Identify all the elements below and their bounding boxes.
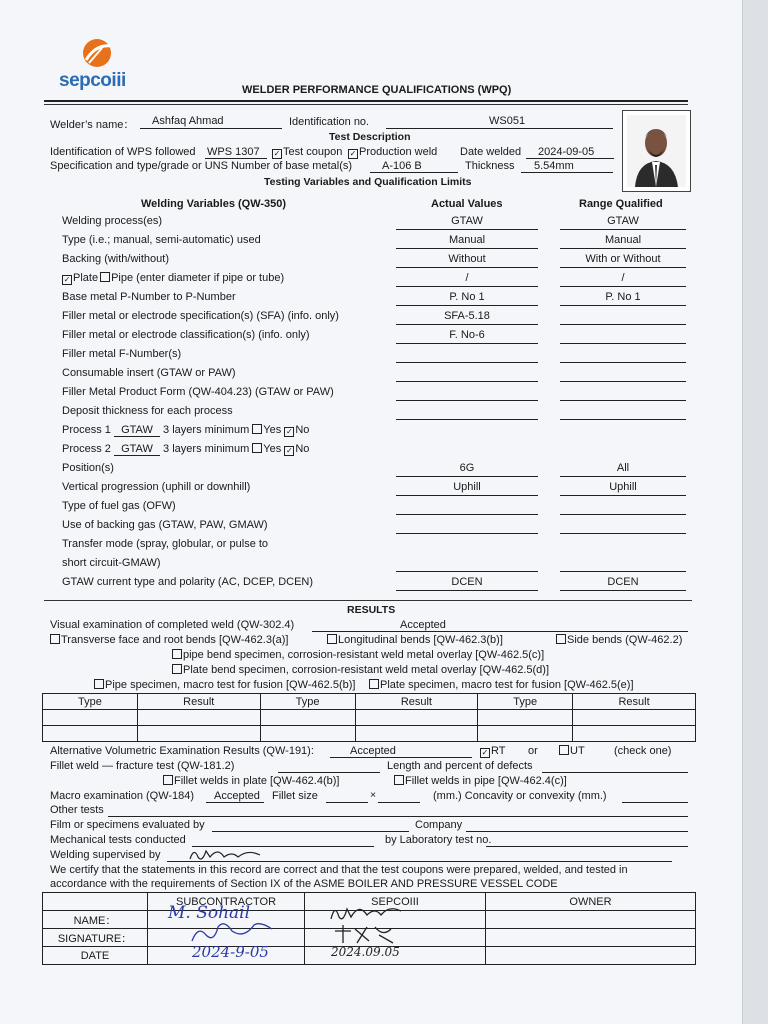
company-name: sepcoiii	[59, 70, 126, 91]
length-defects-label: Length and percent of defects	[387, 760, 533, 772]
side-bends-check[interactable]	[556, 634, 682, 646]
certify-line-1: We certify that the statements in this record are correct and that the test coupons were prepared, welded, and tested in	[50, 864, 628, 876]
signoff-signature-label: SIGNATURE：	[43, 929, 148, 947]
concavity-label: (mm.) Concavity or convexity (mm.)	[433, 790, 607, 802]
table-cell[interactable]	[573, 726, 696, 742]
no-label: No	[295, 424, 310, 436]
checkbox-empty-icon	[369, 679, 379, 689]
longitudinal-bends-check[interactable]	[327, 634, 503, 646]
times-sign: ×	[370, 789, 377, 801]
wps-label: Identification of WPS followed	[50, 146, 196, 158]
pipe-word: Pipe (enter diameter if pipe or tube)	[111, 272, 285, 284]
col-actual-values: Actual Values	[431, 198, 503, 210]
base-metal-spec-value[interactable]: A-106 B	[382, 160, 422, 172]
fillet-pipe-check[interactable]	[394, 775, 567, 787]
pipe-bend-label: pipe bend specimen, corrosion-resistant weld metal overlay [QW-462.5(c)]	[183, 649, 545, 661]
visual-exam-value[interactable]: Accepted	[400, 619, 446, 631]
range-value[interactable]: With or Without	[585, 253, 661, 265]
checkbox-empty-icon	[94, 679, 104, 689]
identification-label: Identification no.	[289, 116, 370, 128]
signoff-table	[42, 892, 696, 965]
plate-bend-check[interactable]	[172, 664, 549, 676]
welder-photo	[622, 110, 691, 192]
variable-label: Consumable insert (GTAW or PAW)	[62, 367, 236, 379]
variable-label: Transfer mode (spray, globular, or pulse to	[62, 538, 269, 550]
results-heading: RESULTS	[347, 604, 396, 616]
signoff-name-label: NAME：	[43, 911, 148, 929]
signoff-header-sepcoiii: SEPCOIII	[305, 893, 486, 911]
variable-label: Backing (with/without)	[62, 253, 169, 265]
alt-volumetric-label: Alternative Volumetric Examination Results (QW-191):	[50, 745, 314, 757]
col-welding-variables: Welding Variables (QW-350)	[141, 198, 287, 210]
checkbox-empty-icon	[50, 634, 60, 644]
process-value[interactable]: GTAW	[114, 424, 160, 437]
signoff-header-blank	[43, 893, 148, 911]
variable-label: Position(s)	[62, 462, 114, 474]
table-cell[interactable]	[260, 726, 355, 742]
pipe-bend-check[interactable]	[172, 649, 544, 661]
process-label: Process 1	[62, 424, 111, 436]
ut-check[interactable]	[559, 745, 585, 757]
checkbox-empty-icon	[252, 443, 262, 453]
variable-label: Filler metal or electrode specification(s) (SFA) (info. only)	[62, 310, 339, 322]
thickness-value[interactable]: 5.54mm	[534, 160, 574, 172]
production-weld-check[interactable]	[348, 146, 437, 159]
checkbox-empty-icon	[172, 649, 182, 659]
results-header-type: Type	[260, 694, 355, 710]
page-edge	[742, 0, 768, 1024]
actual-value[interactable]: SFA-5.18	[444, 310, 490, 322]
actual-value[interactable]: 6G	[459, 462, 475, 474]
checkbox-empty-icon	[172, 664, 182, 674]
table-cell[interactable]	[43, 710, 138, 726]
checkbox-empty-icon	[556, 634, 566, 644]
checkbox-checked-icon: ✓	[273, 149, 281, 158]
subcontractor-name: M. Sohail	[168, 903, 251, 923]
variable-label: Filler Metal Product Form (QW-404.23) (GTAW or PAW)	[62, 386, 334, 398]
actual-value[interactable]: DCEN	[451, 576, 483, 588]
thickness-label: Thickness	[465, 160, 515, 172]
table-cell[interactable]	[478, 710, 573, 726]
checkbox-checked-icon: ✓	[63, 275, 71, 284]
company-label: Company	[415, 819, 463, 831]
signoff-date-label: DATE	[43, 947, 148, 965]
supervised-label: Welding supervised by	[50, 849, 161, 861]
testing-variables-heading: Testing Variables and Qualification Limits	[264, 176, 472, 188]
actual-value[interactable]: GTAW	[451, 215, 483, 227]
or-text: or	[528, 745, 538, 757]
macro-exam-value[interactable]: Accepted	[214, 790, 260, 802]
actual-value[interactable]: /	[465, 272, 469, 284]
checkbox-checked-icon: ✓	[285, 427, 293, 436]
test-coupon-label: Test coupon	[283, 146, 343, 158]
layers-text: 3 layers minimum	[163, 443, 250, 455]
actual-value[interactable]: Without	[448, 253, 486, 265]
other-tests-label: Other tests	[50, 804, 104, 816]
table-cell[interactable]	[137, 726, 260, 742]
welder-name-value[interactable]: Ashfaq Ahmad	[152, 115, 224, 127]
rt-label: RT	[491, 745, 506, 757]
variable-label: GTAW current type and polarity (AC, DCEP, DCEN)	[62, 576, 314, 588]
certify-line-2: accordance with the requirements of Section IX of the ASME BOILER AND PRESSURE VESSEL CODE	[50, 878, 558, 890]
checkbox-empty-icon	[163, 775, 173, 785]
sepcoiii-date-cell[interactable]	[305, 947, 486, 965]
mechanical-tests-label: Mechanical tests conducted	[50, 834, 186, 846]
variable-label: short circuit-GMAW)	[62, 557, 161, 569]
range-value[interactable]: P. No 1	[605, 291, 641, 303]
variable-label: Filler metal or electrode classification(s) (info. only)	[62, 329, 310, 341]
test-coupon-check[interactable]	[272, 146, 342, 159]
range-value[interactable]: Manual	[604, 234, 642, 246]
results-header-result: Result	[573, 694, 696, 710]
checkbox-empty-icon	[327, 634, 337, 644]
table-cell[interactable]	[43, 726, 138, 742]
production-weld-label: Production weld	[359, 146, 438, 158]
film-evaluated-label: Film or specimens evaluated by	[50, 819, 205, 831]
range-value[interactable]: GTAW	[607, 215, 639, 227]
plate-bend-label: Plate bend specimen, corrosion-resistant weld metal overlay [QW-462.5(d)]	[183, 664, 550, 676]
owner-name-cell[interactable]	[486, 911, 696, 929]
form-title: WELDER PERFORMANCE QUALIFICATIONS (WPQ)	[242, 84, 512, 96]
side-bends-label: Side bends (QW-462.2)	[567, 634, 683, 646]
pipe-macro-check[interactable]	[94, 679, 355, 691]
checkbox-checked-icon: ✓	[349, 149, 357, 158]
process-value[interactable]: GTAW	[114, 443, 160, 456]
checkbox-checked-icon: ✓	[481, 748, 489, 757]
results-header-result: Result	[137, 694, 260, 710]
owner-signature-cell[interactable]	[486, 929, 696, 947]
actual-value[interactable]: P. No 1	[449, 291, 485, 303]
table-cell[interactable]	[355, 726, 478, 742]
layers-text: 3 layers minimum	[163, 424, 250, 436]
signoff-header-subcontractor: SUBCONTRACTOR	[148, 893, 305, 911]
checkbox-empty-icon	[252, 424, 262, 434]
variable-label: Type of fuel gas (OFW)	[62, 500, 176, 512]
results-header-type: Type	[478, 694, 573, 710]
table-cell[interactable]	[573, 710, 696, 726]
table-row	[43, 710, 696, 726]
date-welded-label: Date welded	[460, 146, 522, 158]
actual-value[interactable]: Uphill	[453, 481, 481, 493]
fillet-size-label: Fillet size	[272, 790, 318, 802]
actual-value[interactable]: F. No-6	[449, 329, 485, 341]
table-cell[interactable]	[355, 710, 478, 726]
sepcoiii-signature-icon	[327, 901, 407, 925]
checkbox-empty-icon	[559, 745, 569, 755]
laboratory-label: by Laboratory test no.	[385, 834, 492, 846]
variable-label: Use of backing gas (GTAW, PAW, GMAW)	[62, 519, 268, 531]
ut-label: UT	[570, 745, 585, 757]
process-label: Process 2	[62, 443, 111, 455]
variable-label	[62, 424, 309, 437]
fillet-fracture-label: Fillet weld — fracture test (QW-181.2)	[50, 760, 235, 772]
variable-label: Vertical progression (uphill or downhill)	[62, 481, 251, 493]
table-row	[43, 726, 696, 742]
identification-value[interactable]: WS051	[489, 115, 526, 127]
yes-label: Yes	[263, 424, 282, 436]
results-header-type: Type	[43, 694, 138, 710]
check-one-text: (check one)	[614, 745, 672, 757]
range-value[interactable]: /	[621, 272, 625, 284]
transverse-bends-label: Transverse face and root bends [QW-462.3(a)]	[61, 634, 289, 646]
variable-label	[62, 272, 284, 285]
wps-value[interactable]: WPS 1307	[207, 146, 260, 158]
plate-macro-label: Plate specimen, macro test for fusion [QW-462.5(e)]	[380, 679, 634, 691]
results-header-result: Result	[355, 694, 478, 710]
visual-exam-label: Visual examination of completed weld (QW-302.4)	[50, 619, 295, 631]
welder-name-label: Welder’s name：	[50, 119, 135, 131]
results-table-header	[43, 694, 696, 710]
signoff-date-row	[43, 947, 696, 965]
variable-label: Base metal P-Number to P-Number	[62, 291, 236, 303]
range-value[interactable]: Uphill	[609, 481, 637, 493]
checkbox-empty-icon	[100, 272, 110, 282]
macro-exam-label: Macro examination (QW-184)	[50, 790, 195, 802]
range-value[interactable]: DCEN	[607, 576, 639, 588]
company-logo	[56, 38, 136, 94]
variable-label: Deposit thickness for each process	[62, 405, 233, 417]
fillet-plate-label: Fillet welds in plate [QW-462.4(b)]	[174, 775, 340, 787]
fillet-pipe-label: Fillet welds in pipe [QW-462.4(c)]	[405, 775, 567, 787]
date-welded-value[interactable]: 2024-09-05	[538, 146, 595, 158]
signoff-header-owner: OWNER	[486, 893, 696, 911]
results-table	[42, 693, 696, 742]
transverse-bends-check[interactable]	[50, 634, 288, 646]
variable-label	[62, 443, 309, 456]
sepcoiii-date: 2024.09.05	[331, 945, 400, 959]
range-value[interactable]: All	[616, 462, 630, 474]
fillet-plate-check[interactable]	[163, 775, 339, 787]
variable-label: Welding process(es)	[62, 215, 163, 227]
longitudinal-bends-label: Longitudinal bends [QW-462.3(b)]	[338, 634, 503, 646]
plate-word: Plate	[73, 272, 99, 284]
table-cell[interactable]	[260, 710, 355, 726]
signoff-signature-row	[43, 929, 696, 947]
actual-value[interactable]: Manual	[448, 234, 486, 246]
yes-label: Yes	[263, 443, 282, 455]
variable-label: Type (i.e.; manual, semi-automatic) used	[62, 234, 261, 246]
checkbox-empty-icon	[394, 775, 404, 785]
subcontractor-date-cell[interactable]	[148, 943, 305, 965]
variable-label: Filler metal F-Number(s)	[62, 348, 182, 360]
plate-macro-check[interactable]	[369, 679, 634, 691]
test-description-heading: Test Description	[329, 131, 411, 143]
signature-icon	[188, 845, 268, 863]
pipe-macro-label: Pipe specimen, macro test for fusion [QW-462.5(b)]	[105, 679, 356, 691]
checkbox-checked-icon: ✓	[285, 446, 293, 455]
rt-check[interactable]	[480, 745, 505, 758]
table-cell[interactable]	[137, 710, 260, 726]
no-label: No	[295, 443, 310, 455]
base-metal-spec-label: Specification and type/grade or UNS Number of base metal(s)	[50, 160, 353, 172]
portrait-photo-icon	[623, 111, 690, 191]
subcontractor-date: 2024-9-05	[192, 943, 269, 961]
alt-volumetric-value[interactable]: Accepted	[350, 745, 396, 757]
table-cell[interactable]	[478, 726, 573, 742]
owner-date-cell[interactable]	[486, 947, 696, 965]
sepcoiii-signature-icon	[331, 923, 401, 947]
col-range-qualified: Range Qualified	[579, 198, 663, 210]
sepcoiii-signature-cell[interactable]	[305, 929, 486, 947]
